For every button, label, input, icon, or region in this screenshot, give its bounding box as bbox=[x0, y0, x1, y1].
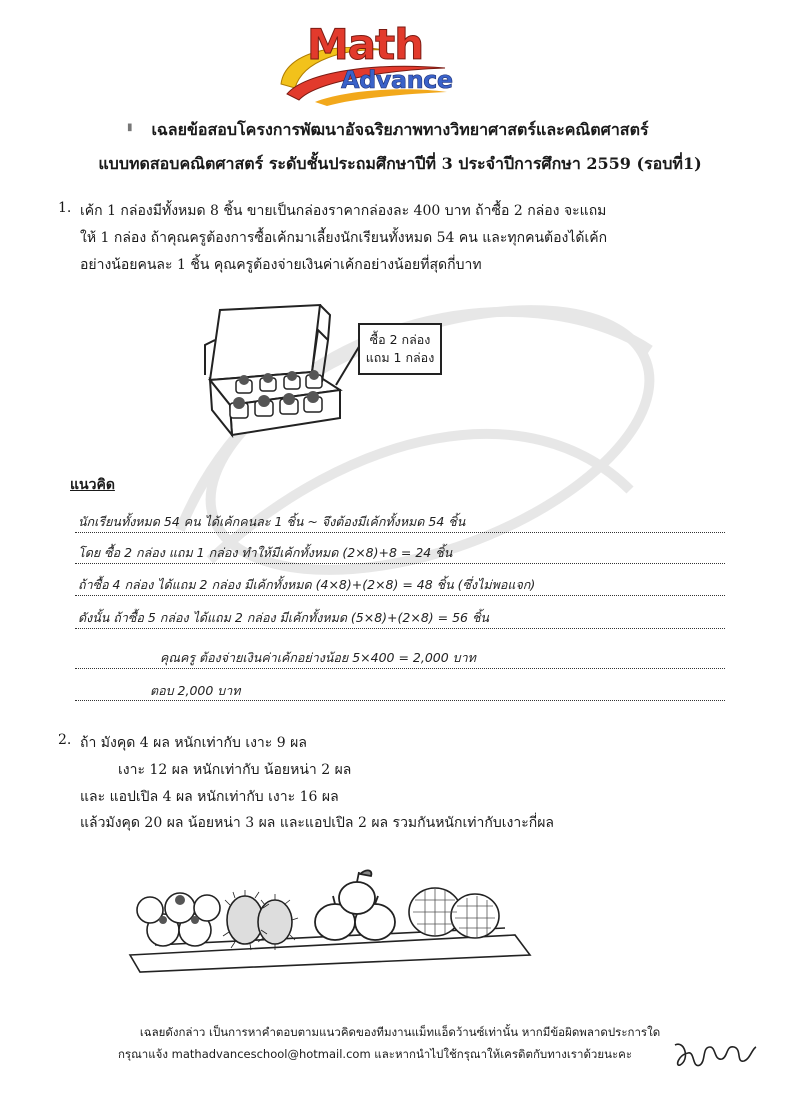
question-1-line-1: เค้ก 1 กล่องมีทั้งหมด 8 ชิ้น ขายเป็นกล่องราคากล่องละ 400 บาท ถ้าซื้อ 2 กล่อง จะแถม bbox=[80, 203, 607, 219]
solution-line-3: ถ้าซื้อ 4 กล่อง ได้แถม 2 กล่อง มีเค้กทั้งหมด (4×8)+(2×8) = 48 ชิ้น (ซึ่งไม่พอแจก) bbox=[78, 577, 536, 592]
math-advance-logo bbox=[275, 12, 455, 107]
question-1-line-3: อย่างน้อยคนละ 1 ชิ้น คุณครูต้องจ่ายเงินค่าเค้กอย่างน้อยที่สุดกี่บาท bbox=[80, 257, 482, 273]
question-2-line-1: ถ้า มังคุด 4 ผล หนักเท่ากับ เงาะ 9 ผล bbox=[80, 735, 307, 751]
promotion-callout bbox=[358, 323, 442, 375]
solution-answer: ตอบ 2,000 บาท bbox=[150, 683, 241, 698]
footer-disclaimer: เฉลยดังกล่าว เป็นการหาคำตอบตามแนวคิดของทีมงานแม็ทแอ็ดว้านซ์เท่านั้น หากมีข้อผิดพลาดประการใด bbox=[139, 1025, 661, 1039]
solution-line-1: นักเรียนทั้งหมด 54 คน ได้เค้กคนละ 1 ชิ้น ~ จึงต้องมีเค้กทั้งหมด 54 ชิ้น bbox=[78, 514, 466, 529]
logo-text-advance: Advance bbox=[341, 66, 453, 94]
page-title: เฉลยข้อสอบโครงการพัฒนาอัจฉริยภาพทางวิทยาศาสตร์และคณิตศาสตร์ bbox=[151, 120, 649, 139]
question-1-line-2: ให้ 1 กล่อง ถ้าคุณครูต้องการซื้อเค้กมาเลี้ยงนักเรียนทั้งหมด 54 คน และทุกคนต้องได้เค้ก bbox=[80, 230, 608, 246]
answer-line-1 bbox=[75, 532, 725, 533]
answer-line-4 bbox=[75, 628, 725, 629]
callout-line-1: ซื้อ 2 กล่อง bbox=[369, 332, 431, 347]
answer-line-3 bbox=[75, 595, 725, 596]
question-2-line-3: และ แอปเปิล 4 ผล หนักเท่ากับ เงาะ 16 ผล bbox=[80, 789, 339, 805]
solution-heading: แนวคิด bbox=[70, 477, 115, 493]
question-2-line-4: แล้วมังคุด 20 ผล น้อยหน่า 3 ผล และแอปเปิล 2 ผล รวมกันหนักเท่ากับเงาะกี่ผล bbox=[80, 815, 554, 831]
solution-line-4: ดังนั้น ถ้าซื้อ 5 กล่อง ได้แถม 2 กล่อง มีเค้กทั้งหมด (5×8)+(2×8) = 56 ชิ้น bbox=[78, 610, 489, 625]
question-2-number: 2. bbox=[58, 732, 72, 748]
question-2-line-2: เงาะ 12 ผล หนักเท่ากับ น้อยหน่า 2 ผล bbox=[118, 762, 352, 778]
answer-line-5 bbox=[75, 668, 725, 669]
signature-icon bbox=[670, 1035, 760, 1075]
fruit-tray-illustration bbox=[125, 860, 535, 975]
scan-mark: ▮ bbox=[127, 122, 133, 133]
solution-line-5: คุณครู ต้องจ่ายเงินค่าเค้กอย่างน้อย 5×400 = 2,000 บาท bbox=[160, 650, 476, 665]
callout-line-2: แถม 1 กล่อง bbox=[365, 350, 435, 365]
question-1-number: 1. bbox=[58, 200, 72, 216]
logo-text-math: Math bbox=[307, 20, 424, 69]
answer-line-2 bbox=[75, 563, 725, 564]
page-subtitle: แบบทดสอบคณิตศาสตร์ ระดับชั้นประถมศึกษาปีที่ 3 ประจำปีการศึกษา 2559 (รอบที่1) bbox=[98, 154, 702, 173]
footer-contact: กรุณาแจ้ง mathadvanceschool@hotmail.com และหากนำไปใช้กรุณาให้เครดิตกับทางเราด้วยนะคะ bbox=[117, 1047, 633, 1061]
solution-line-2: โดย ซื้อ 2 กล่อง แถม 1 กล่อง ทำให้มีเค้กทั้งหมด (2×8)+8 = 24 ชิ้น bbox=[78, 545, 453, 560]
